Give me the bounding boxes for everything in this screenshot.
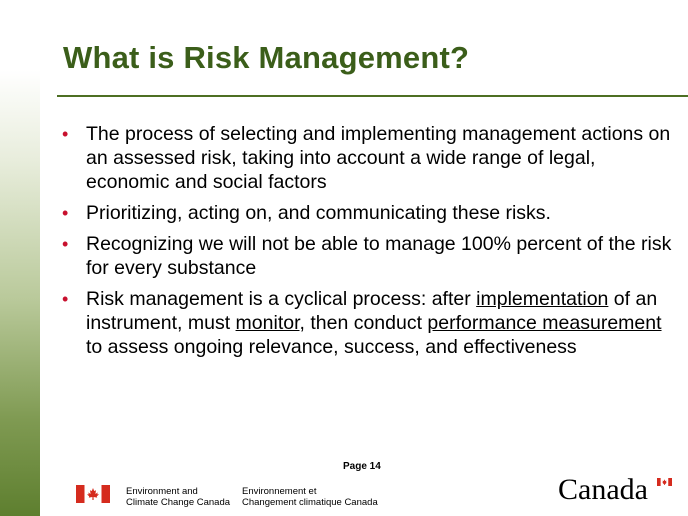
canada-flag-icon [76,485,110,503]
canada-wordmark: Canada [558,473,648,506]
department-line: Changement climatique Canada [242,497,378,508]
page-number: Page 14 [343,461,381,472]
department-line: Environment and [126,486,198,497]
department-name-english [126,486,230,508]
department-line: Environnement et [242,486,317,497]
bullet-text: , then conduct [299,312,428,334]
canada-flag-icon [657,478,672,486]
bullet-dot-icon: • [62,203,69,223]
bullet-dot-icon: • [62,234,69,254]
department-line: Climate Change Canada [126,497,231,508]
underlined-term: implementation [476,288,609,310]
bullet-item [62,201,674,225]
title-divider [57,95,688,97]
bullet-item [62,122,674,194]
department-name-french [242,486,378,508]
side-gradient-bar [0,0,40,516]
bullet-text: Recognizing we will not be able to manage 100% percent of the risk for every substance [86,233,672,279]
bullet-dot-icon: • [62,289,69,309]
underlined-term: performance measurement [427,312,662,334]
slide-title: What is Risk Management? [63,40,470,75]
bullet-list [62,122,674,366]
underlined-term: monitor [235,312,300,334]
bullet-text: to assess ongoing relevance, success, and effectiveness [86,336,577,358]
bullet-text: Prioritizing, acting on, and communicating these risks. [86,202,551,224]
bullet-dot-icon: • [62,124,69,144]
bullet-text: of an instrument, must [86,288,658,334]
bullet-text: Risk management is a cyclical process: after [86,288,477,310]
bullet-item [62,287,674,359]
bullet-item [62,232,674,280]
bullet-text: The process of selecting and implementing management actions on an assessed risk, taking into account a wide range of legal, economic and social factors [86,123,671,193]
